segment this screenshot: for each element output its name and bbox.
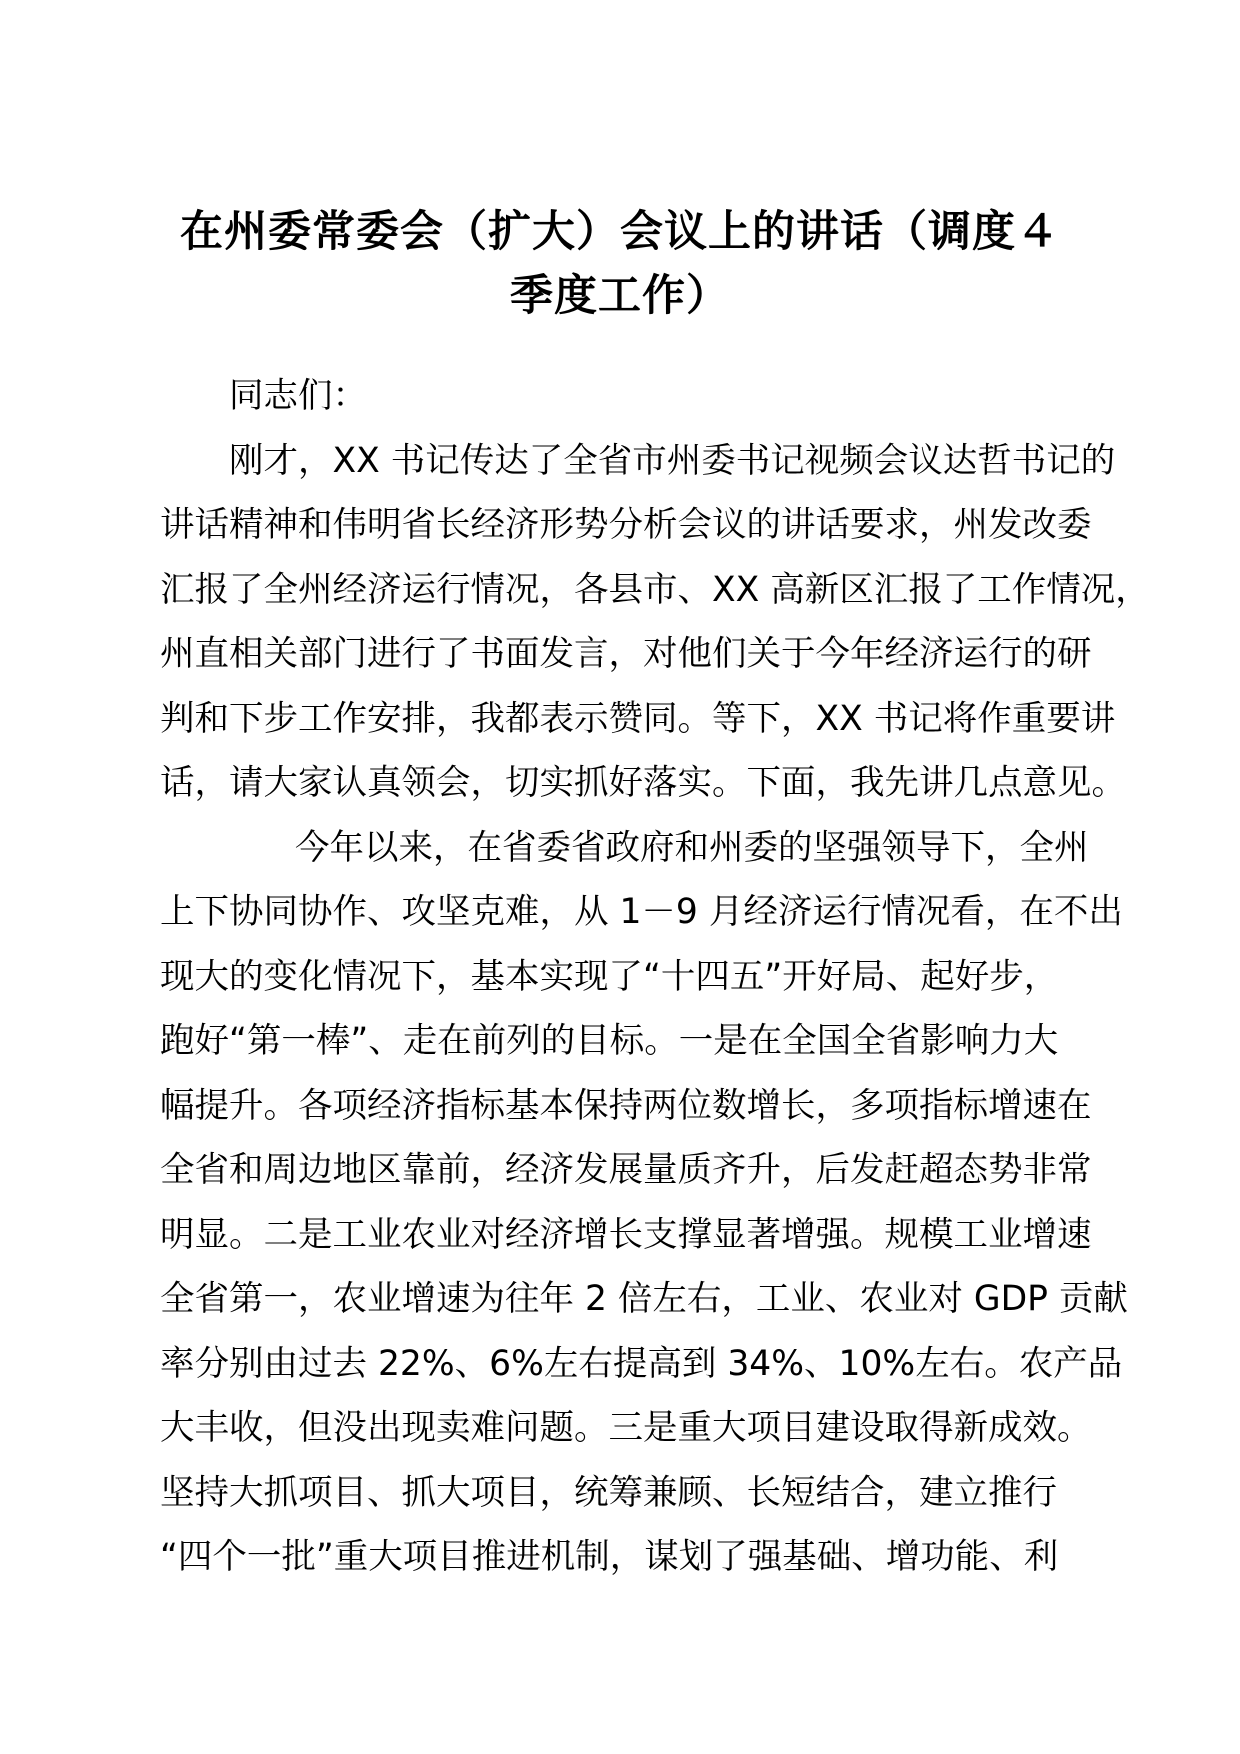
body-line: 现大的变化情况下，基本实现了“十四五”开好局、起好步，	[160, 956, 1059, 997]
body-line: “四个一批”重大项目推进机制，谋划了强基础、增功能、利	[160, 1537, 1059, 1577]
document-body	[160, 364, 1150, 1590]
greeting: 同志们：	[229, 376, 367, 416]
body-line: 率分别由过去 22%、6%左右提高到 34%、10%左右。农产品	[160, 1343, 1123, 1384]
document-title	[150, 200, 1090, 328]
title-line-2: 季度工作）	[510, 271, 730, 321]
body-line: 刚才，XX 书记传达了全省市州委书记视频会议达哲书记的	[229, 440, 1116, 481]
body-line: 明显。二是工业农业对经济增长支撑显著增强。规模工业增速	[160, 1214, 1092, 1255]
body-line: 全省和周边地区靠前，经济发展量质齐升，后发赶超态势非常	[160, 1150, 1092, 1190]
body-line: 今年以来，在省委省政府和州委的坚强领导下，全州	[295, 827, 1089, 868]
body-line: 跑好“第一棒”、走在前列的目标。一是在全国全省影响力大	[160, 1021, 1059, 1061]
body-line: 大丰收，但没出现卖难问题。三是重大项目建设取得新成效。	[160, 1408, 1092, 1448]
body-line: 上下协同协作、攻坚克难，从 1－9 月经济运行情况看，在不出	[160, 892, 1123, 932]
body-line: 全省第一，农业增速为往年 2 倍左右，工业、农业对 GDP 贡献	[160, 1279, 1128, 1319]
body-line: 坚持大抓项目、抓大项目，统筹兼顾、长短结合，建立推行	[160, 1472, 1057, 1513]
body-line: 汇报了全州经济运行情况，各县市、XX 高新区汇报了工作情况，	[160, 569, 1150, 610]
body-line: 州直相关部门进行了书面发言，对他们关于今年经济运行的研	[160, 634, 1092, 674]
body-line: 讲话精神和伟明省长经济形势分析会议的讲话要求，州发改委	[160, 505, 1092, 545]
body-line: 话，请大家认真领会，切实抓好落实。下面，我先讲几点意见。	[160, 763, 1126, 803]
body-line: 判和下步工作安排，我都表示赞同。等下，XX 书记将作重要讲	[160, 698, 1116, 739]
title-line-1: 在州委常委会（扩大）会议上的讲话（调度４	[180, 207, 1060, 257]
body-line: 幅提升。各项经济指标基本保持两位数增长，多项指标增速在	[160, 1085, 1092, 1126]
